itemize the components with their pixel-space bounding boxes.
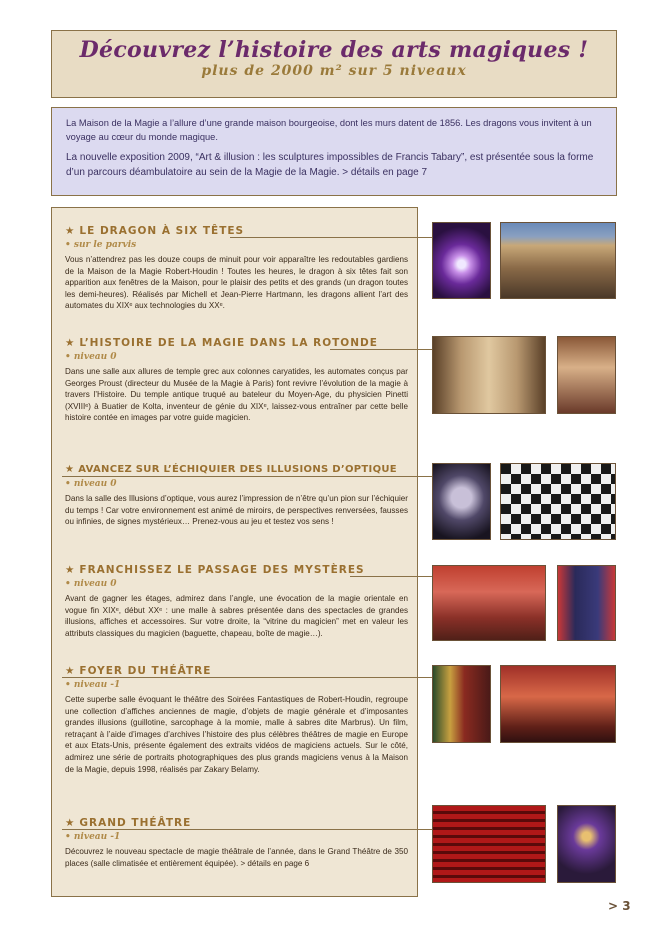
star-icon: ★ — [65, 337, 76, 349]
connector-line — [350, 576, 432, 577]
intro-box — [51, 107, 617, 196]
page-title: Découvrez l’histoire des arts magiques ! — [79, 37, 589, 63]
star-icon: ★ — [65, 564, 76, 576]
section-text: Cette superbe salle évoquant le théâtre des Soirées Fantastiques de Robert-Houdin, regroupe une collection d’affiches anciennes de magie, d’objets de magie générale et d’imposantes grandes illusions (guillotine, sarcophage à la momie, malle à sabres dite Marbrus). Un film, retraçant à l’aide d’images d’archives l’histoire des plus célèbres théâtres de magie en Europe et aux Etats-Unis, présente également des extraits vidéos de magiciens actuels. Sur le côté, admirez une série de portraits photographiques des plus grands magiciens venus à la Maison de la Magie, depuis 1998, réalisés par Zakary Belamy. — [65, 695, 408, 774]
section-level: • niveau -1 — [65, 832, 121, 842]
optical-mirror-photo — [432, 463, 491, 540]
page-subtitle: plus de 2000 m² sur 5 niveaux — [201, 63, 467, 79]
section-level: • niveau -1 — [65, 680, 121, 690]
connector-line — [62, 829, 432, 830]
section-text: Découvrez le nouveau spectacle de magie théâtrale de l’année, dans le Grand Théâtre de 350 places (salle climatisée et entièrement équipée). > détails en page 6 — [65, 847, 408, 868]
rotonde-temple-photo — [432, 336, 546, 414]
section-mysteres — [52, 563, 419, 639]
star-icon: ★ — [65, 665, 76, 677]
automaton-photo — [557, 336, 616, 414]
section-title: ★ L’HISTOIRE DE LA MAGIE DANS LA ROTONDE — [65, 337, 378, 349]
magician-performer-photo — [557, 805, 616, 883]
section-text: Vous n’attendrez pas les douze coups de minuit pour voir apparaître les redoutables gardiens de la Maison de la Magie Robert-Houdin ! Toutes les heures, le dragon à six têtes fait son apparition aux fenêtres de la Maison, pour le plaisir des petits et des grands (un dragon toutes les demi-heures). Réalisés par Michell et Jean-Pierre Hartmann, les dragons allient l’art des automates du XIXᵉ aux technologies du XXᵉ. — [65, 255, 408, 311]
intro-paragraph-2: La nouvelle exposition 2009, “Art & illusion : les sculptures impossibles de Francis Tabary”, est présentée sous la forme d’un parcours déambulatoire au sein de la Magie de la Magie. > détails en page 7 — [66, 152, 594, 178]
dragon-facade-photo — [500, 222, 616, 299]
section-level: • niveau 0 — [65, 352, 117, 362]
section-title: ★ GRAND THÉÂTRE — [65, 817, 192, 829]
connector-line — [62, 677, 432, 678]
star-icon: ★ — [65, 464, 75, 475]
foyer-poster-photo — [432, 665, 491, 743]
dragon-night-photo — [432, 222, 491, 299]
grand-theatre-seats-photo — [432, 805, 546, 883]
mysteres-passage-photo — [432, 565, 546, 641]
header-banner — [51, 30, 617, 98]
saber-trunk-photo — [557, 565, 616, 641]
section-title: ★ AVANCEZ SUR L’ÉCHIQUIER DES ILLUSIONS D’OPTIQUE — [65, 464, 397, 475]
star-icon: ★ — [65, 225, 76, 237]
section-level: • niveau 0 — [65, 479, 117, 489]
connector-line — [62, 476, 432, 477]
connector-line — [230, 237, 432, 238]
section-grand-theatre — [52, 816, 419, 869]
sections-panel — [51, 207, 418, 897]
checkerboard-room-photo — [500, 463, 616, 540]
section-level: • niveau 0 — [65, 579, 117, 589]
foyer-hall-photo — [500, 665, 616, 743]
section-title: ★ FOYER DU THÉÂTRE — [65, 665, 212, 677]
section-foyer — [52, 664, 419, 775]
connector-line — [330, 349, 432, 350]
intro-paragraph-1: La Maison de la Magie a l’allure d’une grande maison bourgeoise, dont les murs datent de 1856. Les dragons vous invitent à un voyage au cœur du monde magique. — [66, 118, 592, 142]
section-title: ★ LE DRAGON À SIX TÊTES — [65, 225, 245, 237]
section-level: • sur le parvis — [65, 240, 137, 250]
section-text: Avant de gagner les étages, admirez dans l’angle, une évocation de la magie orientale en vogue fin XIXᵉ, début XXᵉ : une malle à sabres présentée dans des spectacles de grandes illusions, affiches et accessoires. Sur votre droite, la “vitrine du magicien” met en valeur les attributs classiques du magicien (baguette, chapeau, boîte de magie…). — [65, 594, 408, 638]
star-icon: ★ — [65, 817, 76, 829]
section-text: Dans une salle aux allures de temple grec aux colonnes caryatides, les automates conçus par Georges Proust (directeur du Musée de la Magie à Paris) font revivre l’évolution de la magie à travers l’Histoire. Du temple antique truqué au bateleur du Moyen-Age, du physicien Pinetti (XVIIIᵉ) à Buatier de Kolta, inventeur de génie du XIXᵉ, laissez-vous entraîner par cette belle histoire contée en images par votre guide magicien. — [65, 367, 408, 423]
page-number: > 3 — [608, 899, 631, 913]
section-text: Dans la salle des Illusions d’optique, vous aurez l’impression de n’être qu’un pion sur l’échiquier du temps ! Car votre environnement est animé de miroirs, de perspectives renversées, fausses ou infinies, de signes mystérieux… Prenez-vous au jeu et testez vos sens ! — [65, 494, 408, 527]
section-title: ★ FRANCHISSEZ LE PASSAGE DES MYSTÈRES — [65, 564, 365, 576]
section-echiquier — [52, 463, 419, 528]
